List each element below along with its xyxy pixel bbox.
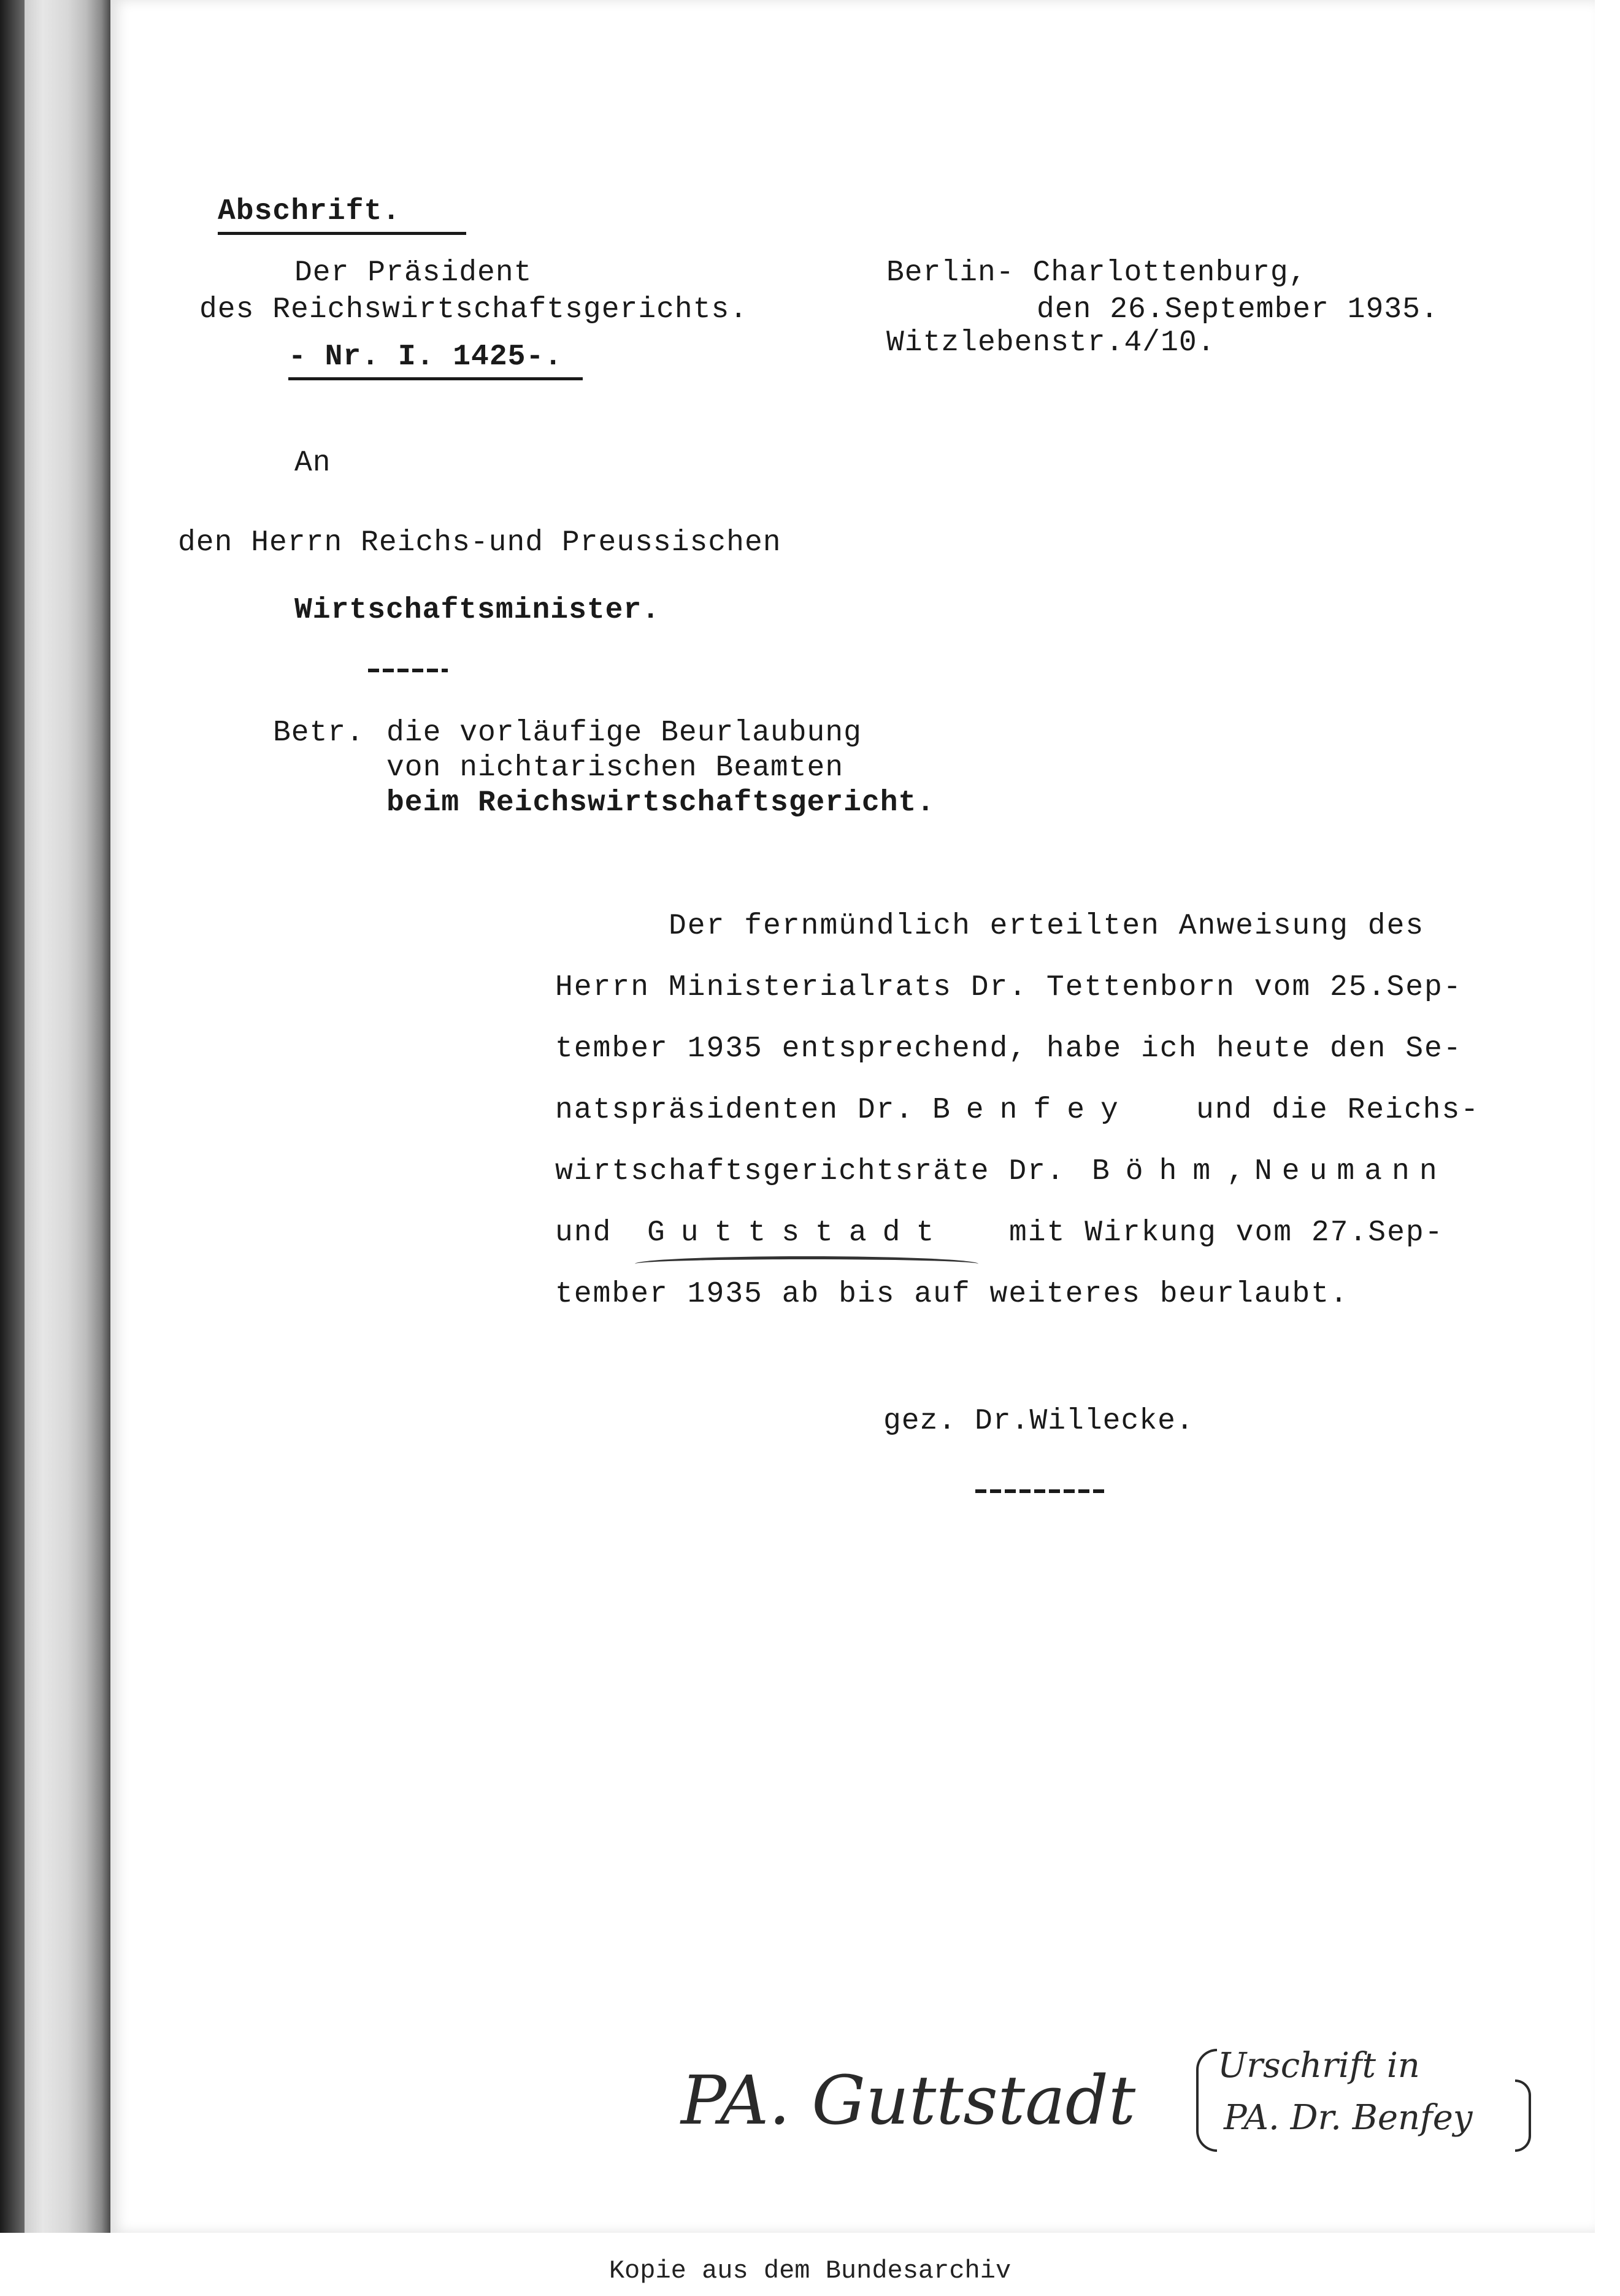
street-address: Witzlebenstr.4/10. bbox=[886, 326, 1216, 359]
handwritten-note-line-2: PA. Dr. Benfey bbox=[1224, 2098, 1473, 2138]
subject-line-2: von nichtarischen Beamten bbox=[386, 751, 844, 785]
body-line-2: Herrn Ministerialrats Dr. Tettenborn vom 25.Sep- bbox=[555, 971, 1462, 1004]
signature: gez. Dr.Willecke. bbox=[883, 1405, 1194, 1438]
name-boehm: Böhm bbox=[1092, 1155, 1227, 1188]
recipient-line-2: Wirtschaftsminister. bbox=[294, 594, 661, 627]
place: Berlin- Charlottenburg, bbox=[886, 256, 1307, 290]
body-line-5-start: wirtschaftsgerichtsräte Dr. bbox=[555, 1155, 1065, 1188]
closing-dash bbox=[975, 1489, 1107, 1493]
subject-label: Betr. bbox=[273, 716, 365, 750]
sender-line-2: des Reichswirtschaftsgerichts. bbox=[199, 293, 748, 326]
subject-line-1: die vorläufige Beurlaubung bbox=[386, 716, 862, 750]
handwritten-bracket-left bbox=[1196, 2049, 1217, 2152]
body-line-1: Der fernmündlich erteilten Anweisung des bbox=[669, 910, 1425, 943]
name-guttstadt: Guttstadt bbox=[647, 1216, 950, 1250]
handwritten-note-main: PA. Guttstadt bbox=[681, 2061, 1136, 2140]
comma: , bbox=[1227, 1155, 1246, 1188]
body-line-4-start: natspräsidenten Dr. bbox=[555, 1094, 915, 1127]
name-benfey: Benfey bbox=[932, 1094, 1134, 1127]
handwritten-note-line-1: Urschrift in bbox=[1218, 2046, 1420, 2086]
binding-edge bbox=[0, 0, 25, 2233]
separator-dash bbox=[368, 669, 448, 672]
subject-line-3: beim Reichswirtschaftsgericht. bbox=[386, 786, 935, 820]
handwritten-underline bbox=[635, 1256, 978, 1272]
body-line-7: tember 1935 ab bis auf weiteres beurlaubt. bbox=[555, 1278, 1349, 1311]
reference-number: - Nr. I. 1425-. bbox=[288, 340, 583, 380]
recipient-an: An bbox=[294, 447, 331, 480]
body-line-6-end: mit Wirkung vom 27.Sep- bbox=[1009, 1216, 1444, 1250]
body-line-4-end: und die Reichs- bbox=[1196, 1094, 1480, 1127]
body-line-3: tember 1935 entsprechend, habe ich heute den Se- bbox=[555, 1032, 1462, 1065]
body-line-6-start: und bbox=[555, 1216, 612, 1250]
sender-line-1: Der Präsident bbox=[294, 256, 532, 290]
date: den 26.September 1935. bbox=[1037, 293, 1439, 326]
name-neumann: Neumann bbox=[1254, 1155, 1447, 1188]
handwritten-bracket-right bbox=[1515, 2079, 1531, 2152]
recipient-line-1: den Herrn Reichs-und Preussischen bbox=[178, 526, 781, 559]
document-title: Abschrift. bbox=[218, 195, 466, 235]
archive-footer: Kopie aus dem Bundesarchiv bbox=[608, 2256, 1012, 2286]
